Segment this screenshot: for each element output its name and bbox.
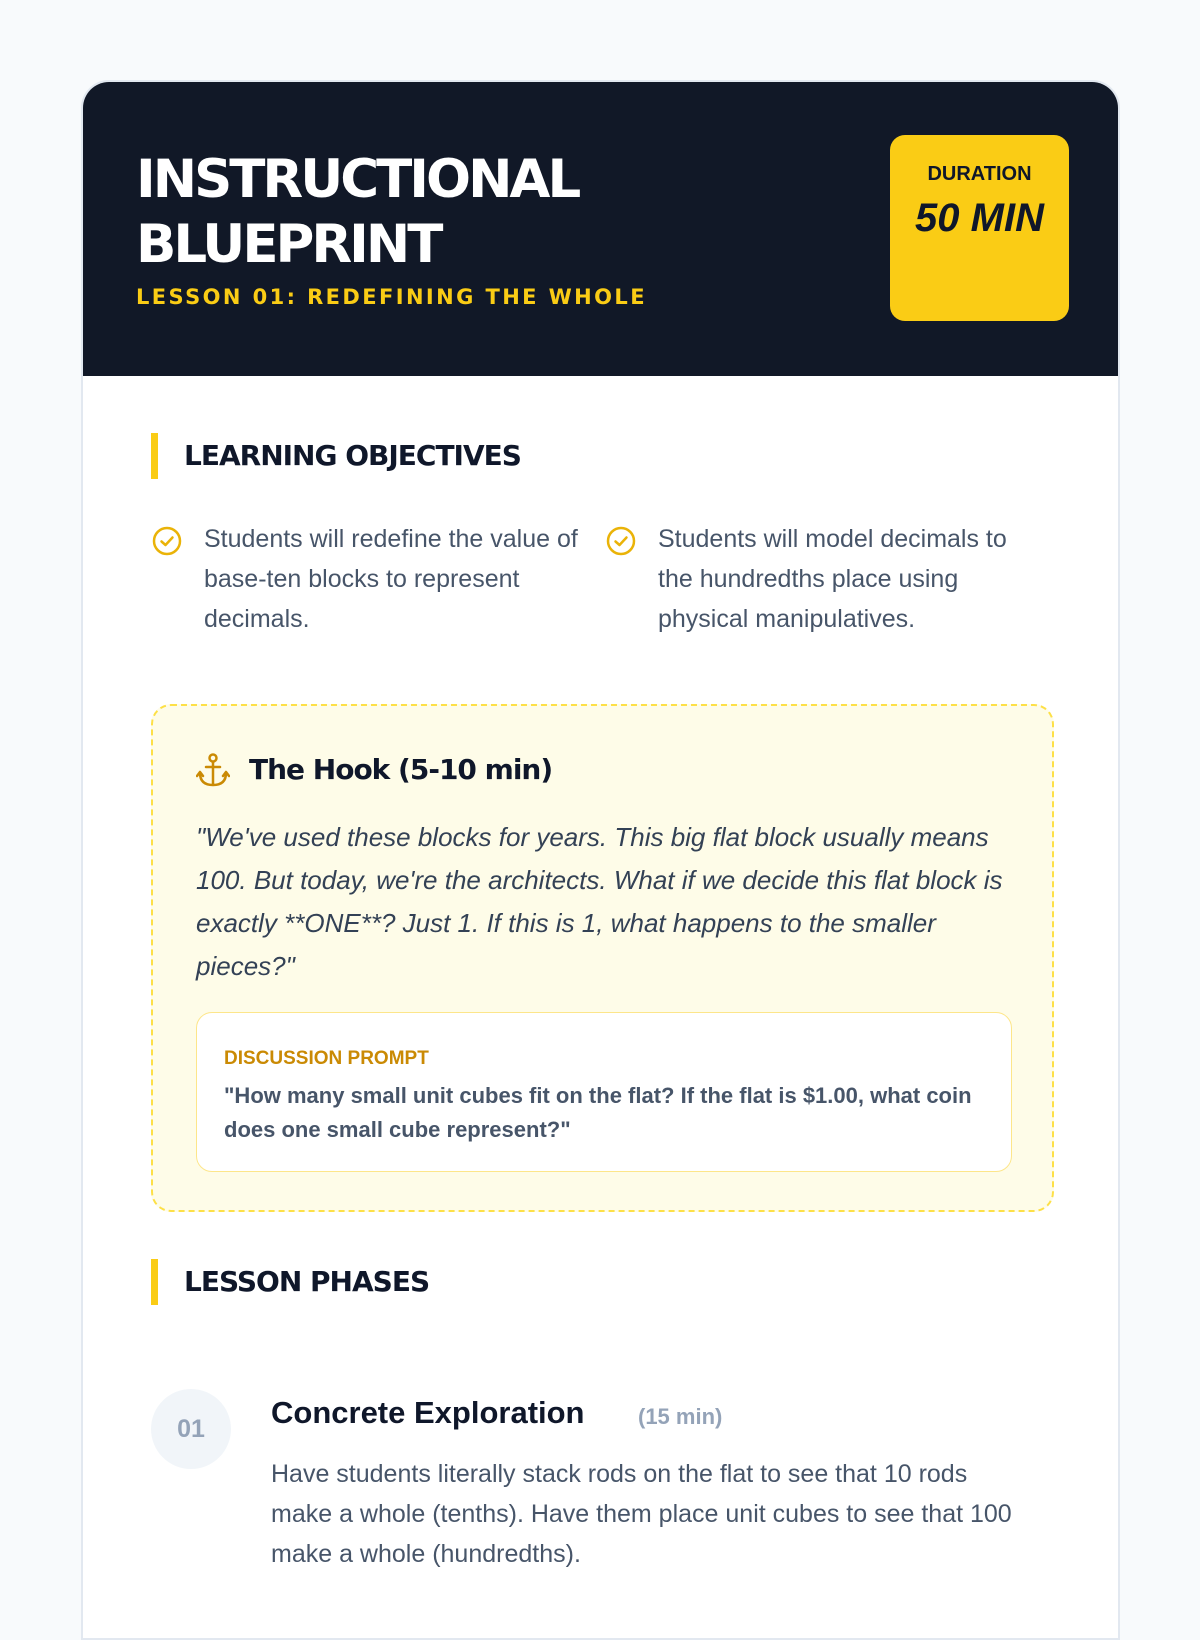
lesson-subtitle: LESSON 01: REDEFINING THE WHOLE xyxy=(136,285,647,309)
section-heading-objectives: LEARNING OBJECTIVES xyxy=(151,433,521,479)
section-heading-phases: LESSON PHASES xyxy=(151,1259,429,1305)
hook-title: The Hook (5-10 min) xyxy=(249,753,553,786)
objective-text: Students will model decimals to the hundredths place using physical manipulatives. xyxy=(658,525,1007,633)
duration-label: DURATION xyxy=(927,163,1032,185)
duration-badge xyxy=(890,135,1069,321)
lesson-card xyxy=(81,80,1120,1640)
phase-title: Concrete Exploration xyxy=(271,1395,585,1430)
check-circle-icon xyxy=(605,525,637,557)
lesson-header xyxy=(83,82,1118,376)
hook-box xyxy=(151,704,1054,1212)
phase-description: Have students literally stack rods on the flat to see that 10 rods make a whole (tenths). Have them place unit cubes to see that 100 make a whole (hundredths). xyxy=(271,1460,1012,1568)
duration-value: 50 MIN xyxy=(915,196,1044,240)
discussion-prompt-text: "How many small unit cubes fit on the flat? If the flat is $1.00, what coin does one small cube represent?" xyxy=(224,1083,972,1142)
hook-quote: "We've used these blocks for years. This big flat block usually means 100. But today, we're the architects. What if we decide this flat block is exactly **ONE**? Just 1. If this is 1, what happens to the smaller pieces?" xyxy=(196,822,1003,981)
objective-text: Students will redefine the value of base-ten blocks to represent decimals. xyxy=(204,525,578,633)
discussion-prompt-box xyxy=(196,1012,1012,1172)
phase-duration: (15 min) xyxy=(638,1404,723,1429)
phase-number: 01 xyxy=(151,1389,231,1469)
discussion-prompt-label: DISCUSSION PROMPT xyxy=(224,1048,429,1069)
anchor-icon xyxy=(196,752,230,788)
check-circle-icon xyxy=(151,525,183,557)
page-title: INSTRUCTIONAL BLUEPRINT xyxy=(136,149,579,275)
